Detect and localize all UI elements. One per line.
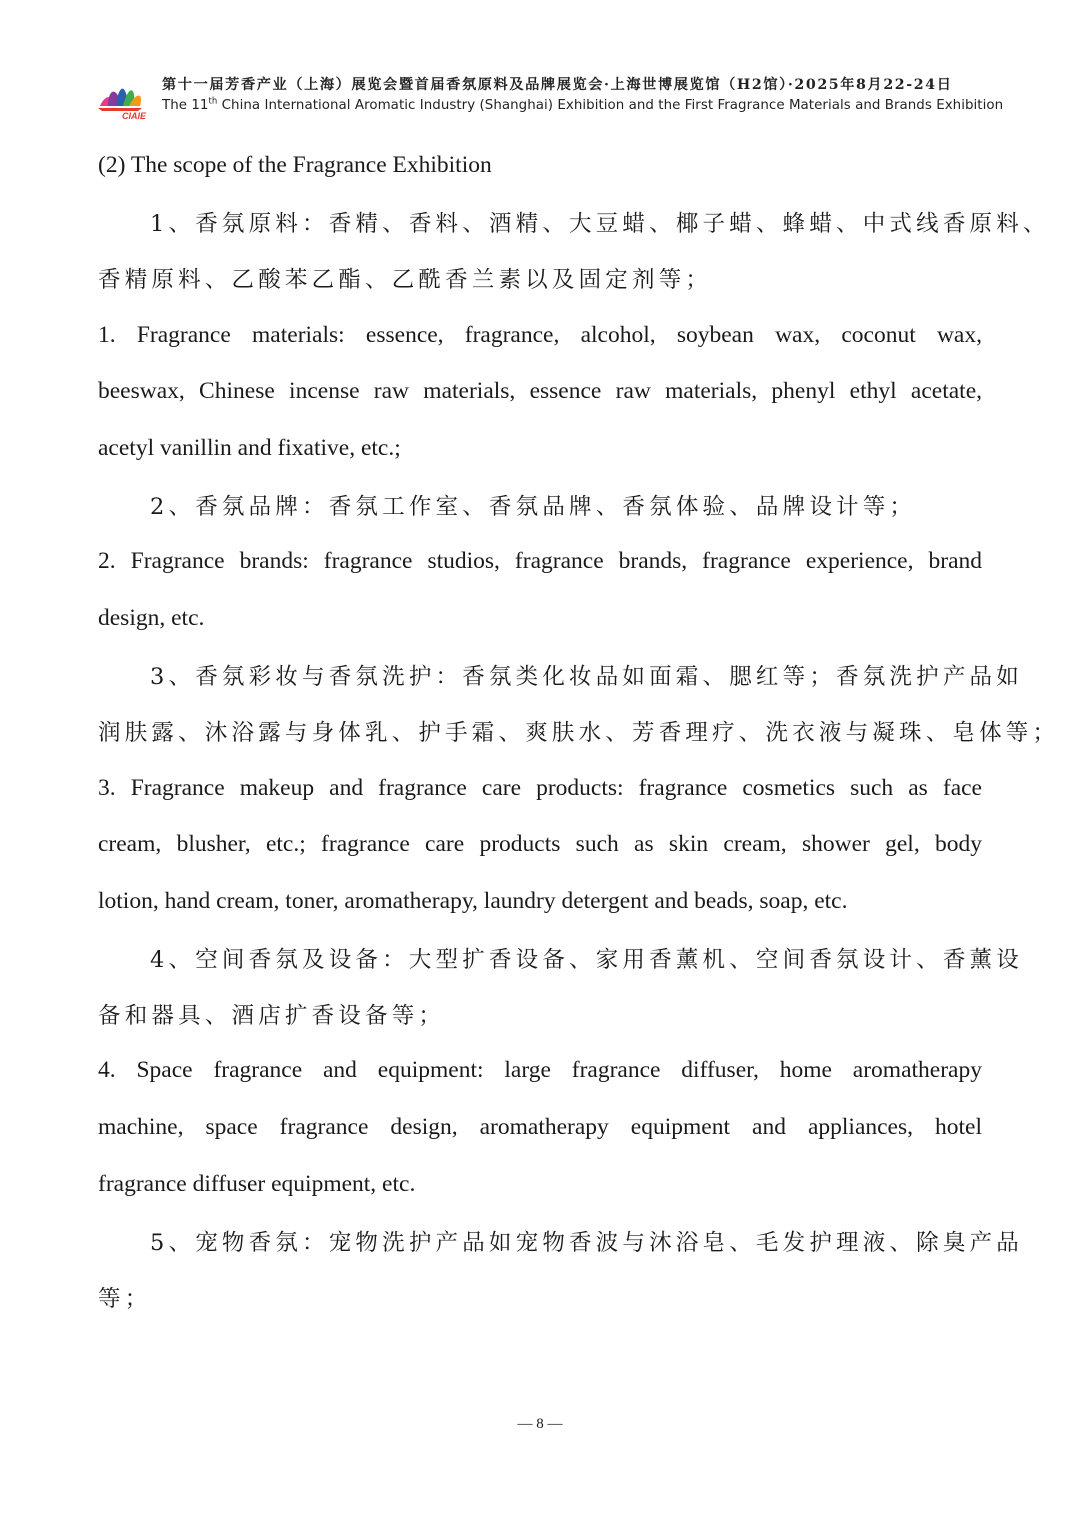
- item-4-zh-line-2: 备和器具、酒店扩香设备等；: [98, 1003, 446, 1029]
- item-1-zh-line-2: 香精原料、乙酸苯乙酯、乙酰香兰素以及固定剂等；: [98, 267, 713, 293]
- item-4-en-line-3: fragrance diffuser equipment, etc.: [98, 1171, 416, 1197]
- ciaie-logo: [96, 76, 158, 120]
- item-2-en-line-1: 2. Fragrance brands: fragrance studios, fragrance brands, fragrance experience, brand: [98, 548, 982, 574]
- item-4-en-line-1: 4. Space fragrance and equipment: large fragrance diffuser, home aromatherapy: [98, 1057, 982, 1083]
- item-2-zh-line-1: 2、香氛品牌：香氛工作室、香氛品牌、香氛体验、品牌设计等；: [150, 494, 917, 520]
- item-1-en-line-2: beeswax, Chinese incense raw materials, essence raw materials, phenyl ethyl acetate,: [98, 378, 982, 404]
- item-5-zh-line-1: 5、宠物香氛：宠物洗护产品如宠物香波与沐浴皂、毛发护理液、除臭产品: [150, 1230, 1023, 1256]
- item-1-en-line-3: acetyl vanillin and fixative, etc.;: [98, 435, 401, 461]
- header-title-en: The 11th China International Aromatic Industry (Shanghai) Exhibition and the First Fragrance Materials and Brands Exhibition: [162, 96, 1004, 113]
- header-text: [162, 74, 1004, 116]
- item-3-en-line-1: 3. Fragrance makeup and fragrance care products: fragrance cosmetics such as face: [98, 775, 982, 801]
- item-3-en-line-3: lotion, hand cream, toner, aromatherapy, laundry detergent and beads, soap, etc.: [98, 888, 848, 914]
- item-3-zh-line-2: 润肤露、沐浴露与身体乳、护手霜、爽肤水、芳香理疗、洗衣液与凝珠、皂体等；: [98, 720, 1060, 746]
- item-2-en-line-2: design, etc.: [98, 605, 205, 631]
- item-3-en-line-2: cream, blusher, etc.; fragrance care products such as skin cream, shower gel, body: [98, 831, 982, 857]
- item-1-zh-line-1: 1、香氛原料：香精、香料、酒精、大豆蜡、椰子蜡、蜂蜡、中式线香原料、: [150, 211, 1050, 237]
- item-5-zh-line-2: 等；: [98, 1286, 152, 1312]
- section-title: (2) The scope of the Fragrance Exhibition: [98, 152, 492, 178]
- page-number: — 8 —: [517, 1416, 563, 1432]
- page-header: [96, 74, 1004, 122]
- item-4-zh-line-1: 4、空间香氛及设备：大型扩香设备、家用香薰机、空间香氛设计、香薰设: [150, 947, 1023, 973]
- item-3-zh-line-1: 3、香氛彩妆与香氛洗护：香氛类化妆品如面霜、腮红等；香氛洗护产品如: [150, 664, 1023, 690]
- item-1-en-line-1: 1. Fragrance materials: essence, fragrance, alcohol, soybean wax, coconut wax,: [98, 322, 982, 348]
- header-title-zh: 第十一届芳香产业（上海）展览会暨首届香氛原料及品牌展览会·上海世博展览馆（H2馆）·2025年8月22-24日: [162, 77, 953, 93]
- item-4-en-line-2: machine, space fragrance design, aromatherapy equipment and appliances, hotel: [98, 1114, 982, 1140]
- svg-text:CIAIE: CIAIE: [122, 111, 147, 120]
